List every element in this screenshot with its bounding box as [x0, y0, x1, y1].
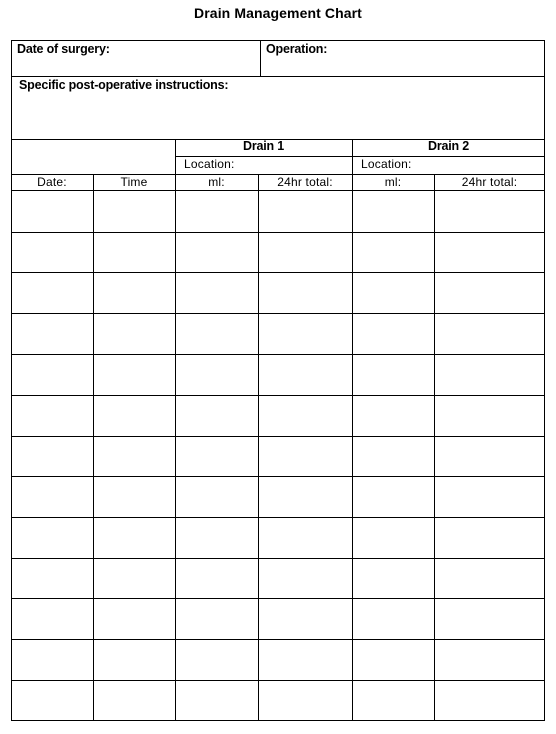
table-row-divider	[11, 598, 545, 599]
table-row-divider	[11, 272, 545, 273]
drain2-left-border	[352, 139, 353, 721]
table-row-divider	[11, 680, 545, 681]
drain-1-ml-header: ml:	[208, 175, 225, 189]
date-column-header: Date:	[37, 175, 67, 189]
drain-1-name: Drain 1	[243, 139, 284, 153]
drain-2-name: Drain 2	[428, 139, 469, 153]
time-column-header: Time	[120, 175, 148, 189]
date-of-surgery-label: Date of surgery:	[17, 42, 110, 56]
drain-1-total-header: 24hr total:	[277, 175, 333, 189]
drain-2-location-label: Location:	[361, 157, 412, 171]
table-row-divider	[11, 558, 545, 559]
table-row-divider	[11, 436, 545, 437]
surgery-operation-divider	[260, 40, 261, 76]
column-header-divider	[11, 190, 545, 191]
drain-1-location-label: Location:	[184, 157, 235, 171]
page-title: Drain Management Chart	[194, 5, 362, 21]
header-divider	[11, 76, 545, 77]
table-row-divider	[11, 354, 545, 355]
operation-label: Operation:	[266, 42, 328, 56]
table-row-divider	[11, 313, 545, 314]
instructions-label: Specific post-operative instructions:	[19, 78, 229, 92]
table-row-divider	[11, 517, 545, 518]
drain1-left-border	[175, 139, 176, 721]
drain-2-total-header: 24hr total:	[461, 175, 518, 189]
table-row-divider	[11, 476, 545, 477]
drain-2-ml-header: ml:	[384, 175, 402, 189]
table-row-divider	[11, 232, 545, 233]
table-row-divider	[11, 395, 545, 396]
table-row-divider	[11, 639, 545, 640]
